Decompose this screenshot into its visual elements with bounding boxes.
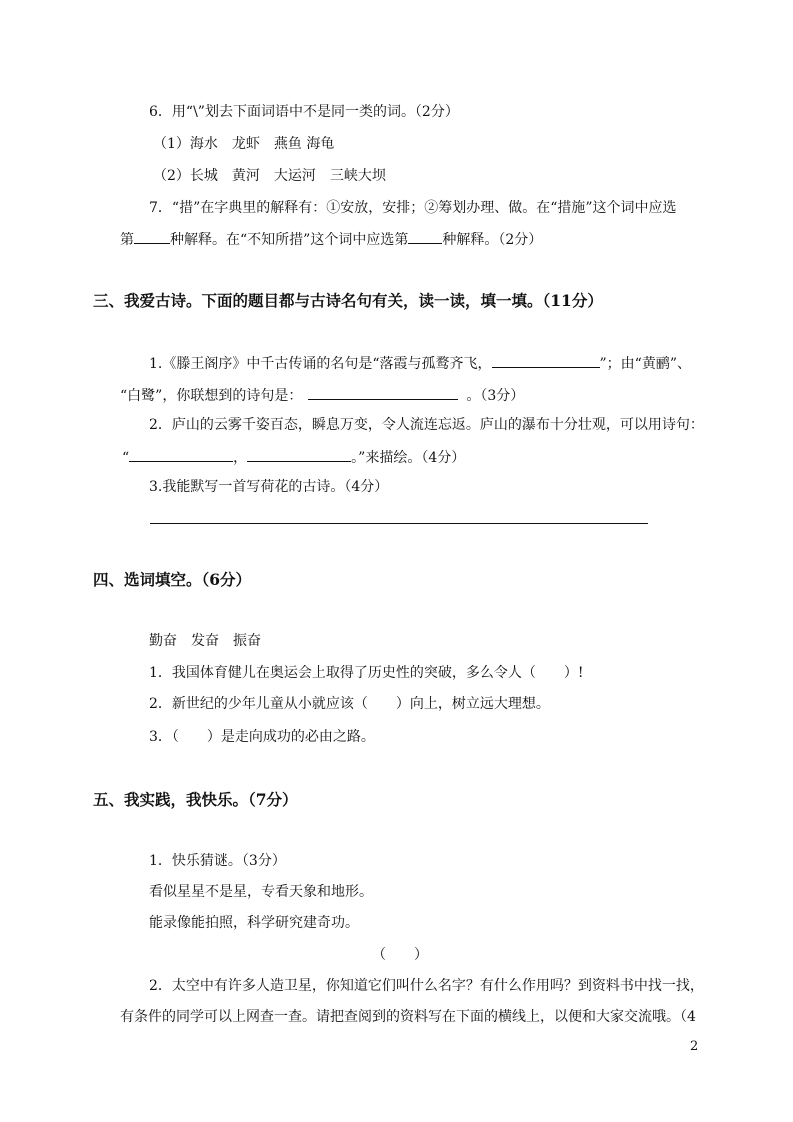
section5-heading: 五、我实践，我快乐。（7分）: [93, 790, 298, 809]
s3-q1-text-b: ”；由“黄鹂”、: [599, 356, 691, 372]
section4-heading: 四、选词填空。（6分）: [93, 570, 252, 589]
q7-text-b: 种解释。在“不知所措”这个词中应选第: [170, 232, 409, 248]
s5-q2-line1: 2．太空中有许多人造卫星，你知道它们叫什么名字？有什么作用吗？到资料书中找一找，: [149, 978, 704, 994]
q7-text-a: 第: [120, 232, 134, 248]
s3-q2-blank-2[interactable]: [247, 447, 351, 462]
s3-q1-blank-1[interactable]: [492, 353, 600, 368]
s3-q2-line1: 2．庐山的云雾千姿百态，瞬息万变，令人流连忘返。庐山的瀑布十分壮观，可以用诗句：: [149, 417, 704, 433]
s5-answer-parens[interactable]: （ ）: [372, 947, 428, 963]
s4-word-bank: 勤奋 发奋 振奋: [149, 633, 261, 649]
page-number: 2: [690, 1039, 699, 1054]
s3-q1-line2: [120, 385, 524, 405]
q7-line1: 7．“措”在字典里的解释有：①安放，安排；②筹划办理、做。在“措施”这个词中应选: [149, 200, 677, 216]
s5-q1-title: 1．快乐猜谜。（3分）: [149, 853, 286, 869]
s3-q2-line2: [122, 447, 465, 467]
s3-q3-answer-line[interactable]: [150, 523, 648, 524]
s3-q1-text-d: 。（3分）: [466, 388, 525, 404]
q7-blank-1[interactable]: [134, 229, 170, 244]
s5-riddle-line1: 看似星星不是星，专看天象和地形。: [149, 884, 373, 900]
s4-q3: 3．（ ）是走向成功的必由之路。: [149, 729, 375, 745]
s3-q1-text-c: “白鹭”，你联想到的诗句是：: [120, 388, 303, 404]
s5-riddle-line2: 能录像能拍照，科学研究建奇功。: [149, 915, 359, 931]
s3-q1-line1: [149, 353, 691, 373]
s4-q2: 2．新世纪的少年儿童从小就应该（ ）向上，树立远大理想。: [149, 696, 550, 712]
q7-line2: [120, 229, 542, 249]
q7-text-c: 种解释。（2分）: [442, 232, 543, 248]
s3-q2-blank-1[interactable]: [129, 447, 233, 462]
s5-q2-line2: 有条件的同学可以上网查一查。请把查阅到的资料写在下面的横线上，以便和大家交流哦。（4: [120, 1009, 696, 1025]
s3-q3: 3.我能默写一首写荷花的古诗。（4分）: [149, 479, 389, 495]
s3-q2-comma: ，: [233, 450, 248, 466]
s4-q1: 1．我国体育健儿在奥运会上取得了历史性的突破，多么令人（ ）!: [149, 665, 584, 681]
q7-blank-2[interactable]: [408, 229, 442, 244]
section3-heading: 三、我爱古诗。下面的题目都与古诗名句有关，读一读，填一填。（11分）: [93, 291, 603, 310]
s3-q1-text-a: 1.《滕王阁序》中千古传诵的名句是“落霞与孤鹜齐飞，: [149, 356, 492, 372]
q6-row2: （2）长城 黄河 大运河 三峡大坝: [153, 168, 386, 184]
s3-q1-blank-2[interactable]: [308, 385, 458, 400]
q6-row1: （1）海水 龙虾 燕鱼 海龟: [153, 136, 335, 152]
q6-title: 6．用“\”划去下面词语中不是同一类的词。（2分）: [149, 104, 459, 120]
s3-q2-tail: 。”来描绘。（4分）: [351, 450, 466, 466]
s3-q2-open-quote: “: [122, 450, 130, 466]
